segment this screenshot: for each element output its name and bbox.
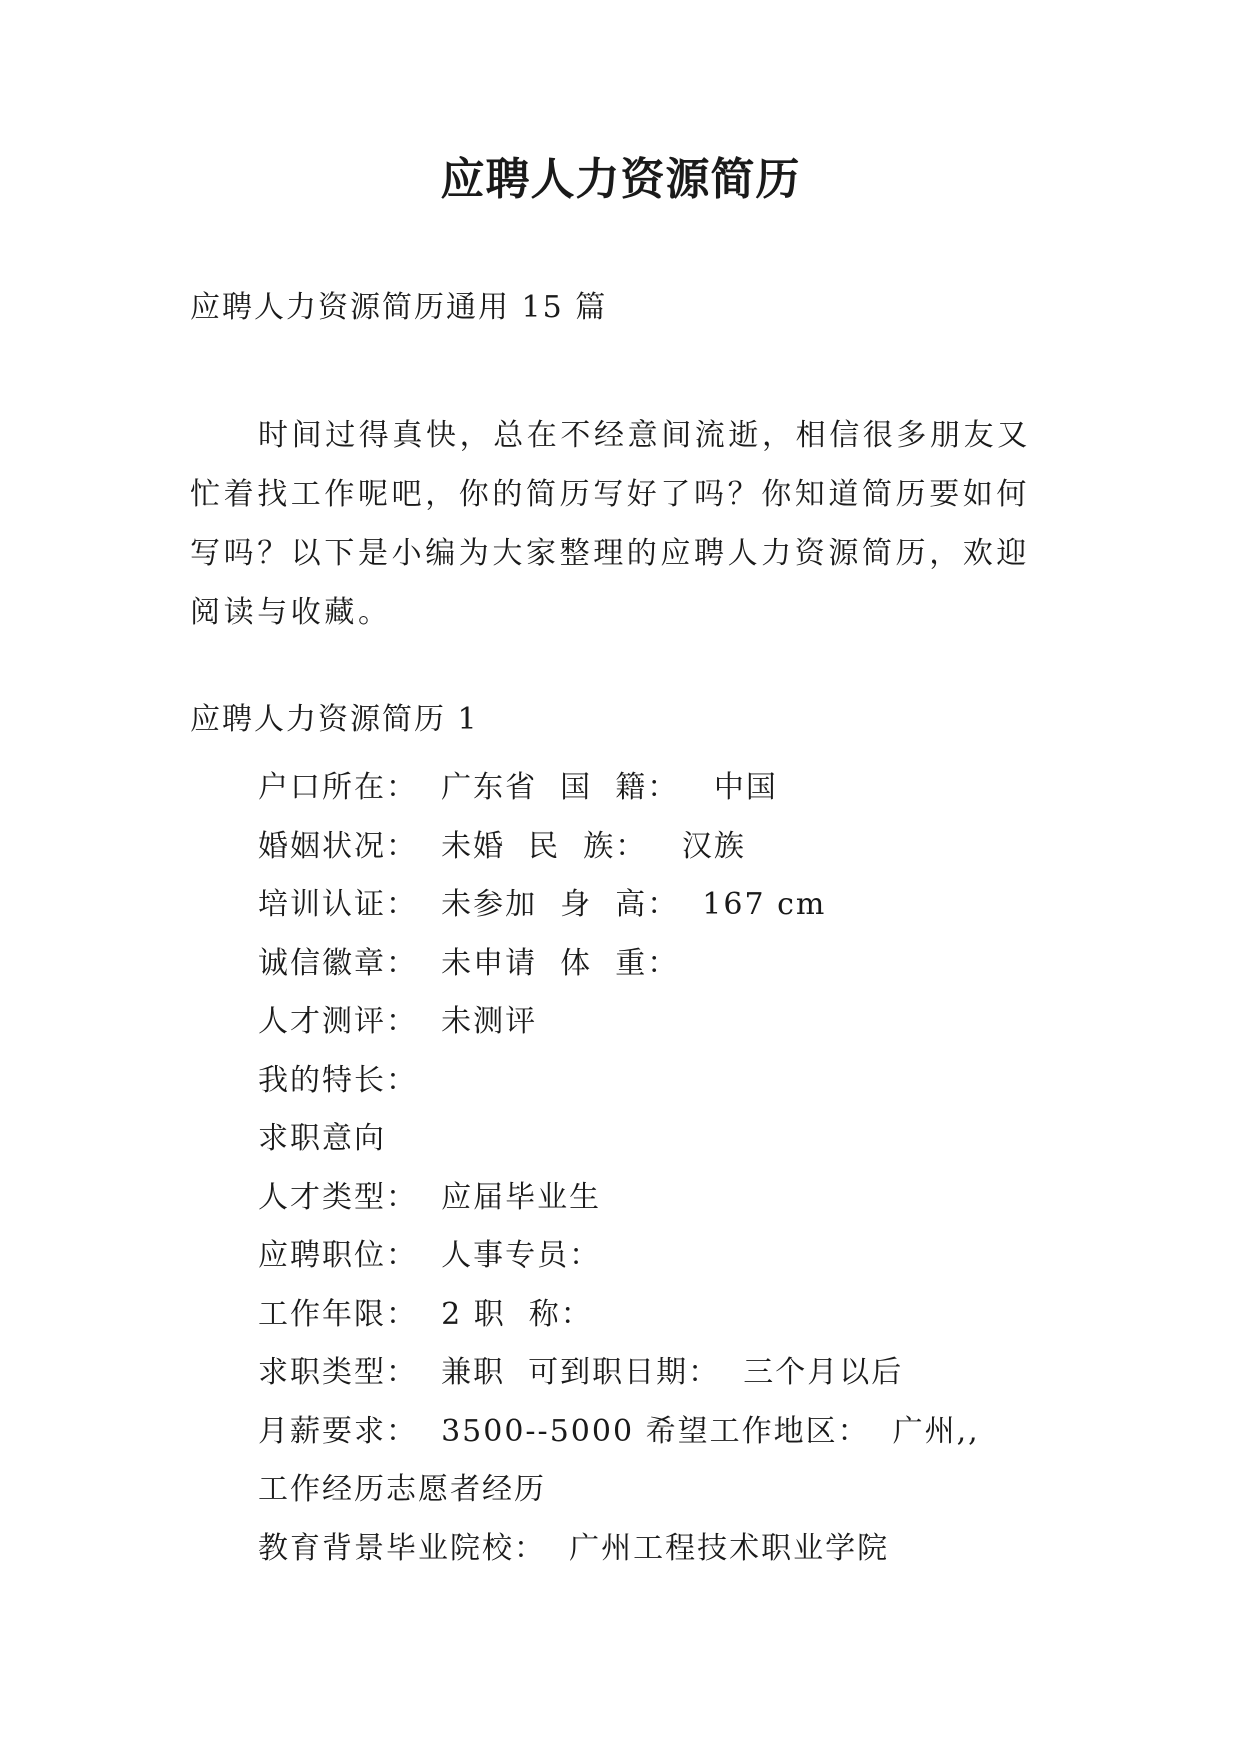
document-subtitle: 应聘人力资源简历通用 15 篇 bbox=[190, 290, 608, 325]
document-title: 应聘人力资源简历 bbox=[440, 154, 801, 205]
field-education: 教育背景毕业院校： 广州工程技术职业学院 bbox=[258, 1530, 890, 1566]
field-work-years-title: 工作年限： 2 职 称： bbox=[258, 1296, 593, 1332]
field-job-type-start-date: 求职类型： 兼职 可到职日期： 三个月以后 bbox=[258, 1355, 904, 1390]
field-talent-type: 人才类型： 应届毕业生 bbox=[258, 1179, 602, 1215]
field-marital-ethnicity: 婚姻状况： 未婚 民 族： 汉族 bbox=[258, 828, 746, 864]
field-applied-position: 应聘职位： 人事专员： bbox=[258, 1238, 602, 1273]
field-specialty: 我的特长： bbox=[258, 1062, 418, 1098]
section-title: 应聘人力资源简历 1 bbox=[190, 702, 479, 737]
field-work-experience: 工作经历志愿者经历 bbox=[258, 1472, 546, 1507]
field-job-intention-heading: 求职意向 bbox=[258, 1121, 386, 1156]
field-talent-assessment: 人才测评： 未测评 bbox=[258, 1004, 538, 1039]
resume-field-list bbox=[258, 759, 1078, 1578]
intro-paragraph: 时间过得真快，总在不经意间流逝，相信很多朋友又忙着找工作呢吧，你的简历写好了吗？你知道简历要如何写吗？以下是小编为大家整理的应聘人力资源简历，欢迎阅读与收藏。 bbox=[190, 418, 1031, 630]
field-salary-location: 月薪要求： 3500--5000 希望工作地区： 广州,, bbox=[258, 1413, 980, 1449]
field-training-height: 培训认证： 未参加 身 高： 167 cm bbox=[258, 887, 827, 922]
field-integrity-weight: 诚信徽章： 未申请 体 重： bbox=[258, 945, 680, 981]
field-household-nationality: 户口所在： 广东省 国 籍： 中国 bbox=[258, 770, 778, 805]
